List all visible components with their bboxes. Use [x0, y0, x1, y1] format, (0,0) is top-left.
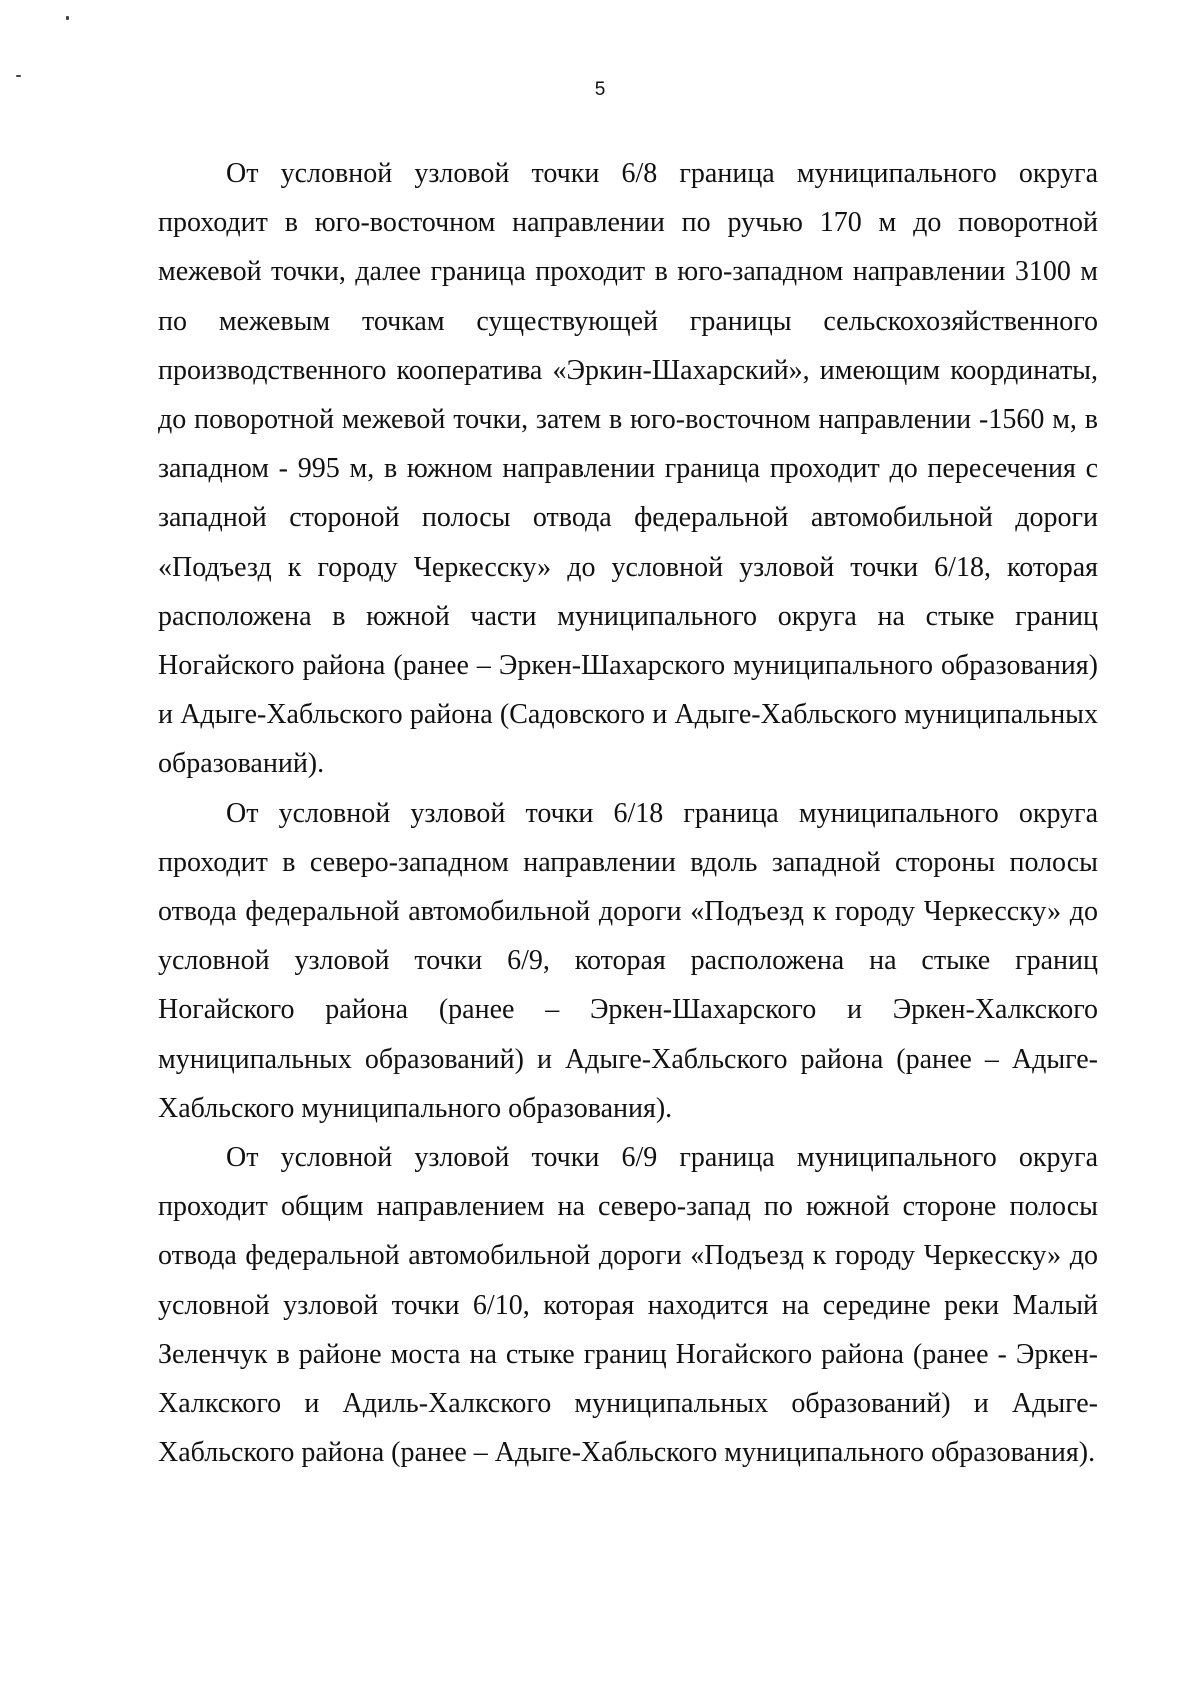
paragraph: От условной узловой точки 6/8 граница муниципального округа проходит в юго-восточном направлении по ручью 170 м до поворотной межевой точки, далее граница проходит в юго-западном направлении 3100 м по межевым точкам существующей границы сельскохозяйственного производственного кооператива «Эркин-Шахарский», имеющим координаты, до поворотной межевой точки, затем в юго-восточном направлении -1560 м, в западном - 995 м, в южном направлении граница проходит до пересечения с западной стороной полосы отвода федеральной автомобильной дороги «Подъезд к городу Черкесску» до условной узловой точки 6/18, которая расположена в южной части муниципального округа на стыке границ Ногайского района (ранее – Эркен-Шахарского муниципального образования) и Адыге-Хабльского района (Садовского и Адыге-Хабльского муниципальных образований). [158, 158, 1098, 780]
scan-speck [66, 16, 69, 20]
document-body [158, 149, 1098, 1477]
scan-speck [16, 75, 21, 77]
paragraph: От условной узловой точки 6/18 граница муниципального округа проходит в северо-западном направлении вдоль западной стороны полосы отвода федеральной автомобильной дороги «Подъезд к городу Черкесску» до условной узловой точки 6/9, которая расположена на стыке границ Ногайского района (ранее – Эркен-Шахарского и Эркен-Халкского муниципальных образований) и Адыге-Хабльского района (ранее – Адыге-Хабльского муниципального образования). [158, 797, 1098, 1124]
paragraph: От условной узловой точки 6/9 граница муниципального округа проходит общим направлением на северо-запад по южной стороне полосы отвода федеральной автомобильной дороги «Подъезд к городу Черкесску» до условной узловой точки 6/10, которая находится на середине реки Малый Зеленчук в районе моста на стыке границ Ногайского района (ранее - Эркен-Халкского и Адиль-Халкского муниципальных образований) и Адыге-Хабльского района (ранее – Адыге-Хабльского муниципального образования). [158, 1142, 1098, 1469]
page-number: 5 [594, 79, 606, 100]
